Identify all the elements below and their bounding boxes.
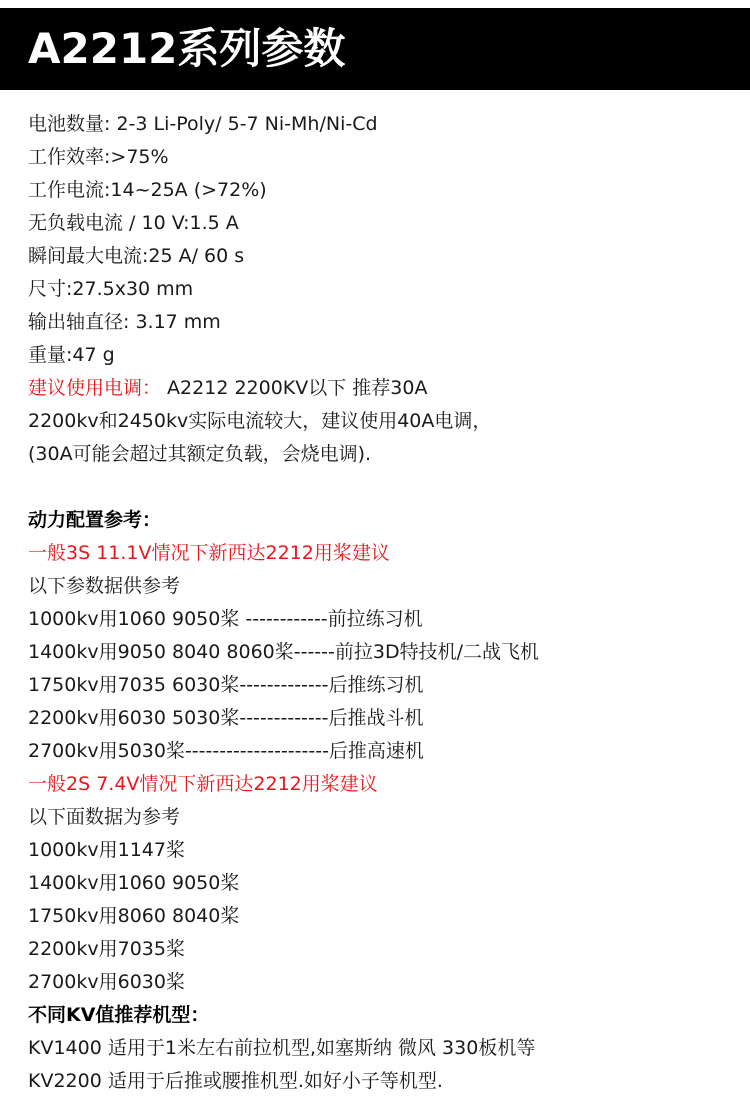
kv-model-item: KV2200 适用于后推或腰推机型.如好小子等机型.	[28, 1070, 443, 1092]
spec-battery: 电池数量: 2-3 Li-Poly/ 5-7 Ni-Mh/Ni-Cd	[28, 113, 378, 135]
spec-max-current: 瞬间最大电流:25 A/ 60 s	[28, 245, 245, 267]
s3-item: 1750kv用7035 6030桨-------------后推练习机	[28, 674, 424, 696]
esc-note-2: (30A可能会超过其额定负载，会烧电调).	[28, 443, 372, 465]
title-banner	[0, 8, 750, 90]
s2-item: 2700kv用6030桨	[28, 971, 185, 993]
spec-weight: 重量:47 g	[28, 344, 115, 366]
esc-value: A2212 2200KV以下 推荐30A	[161, 377, 428, 399]
spec-shaft: 输出轴直径: 3.17 mm	[28, 311, 221, 333]
spec-efficiency: 工作效率:>75%	[28, 146, 169, 168]
page-title: A2212系列参数	[28, 24, 346, 73]
esc-note-1: 2200kv和2450kv实际电流较大，建议使用40A电调，	[28, 410, 492, 432]
spec-size: 尺寸:27.5x30 mm	[28, 278, 194, 300]
s3-heading: 一般3S 11.1V情况下新西达2212用桨建议	[28, 542, 390, 564]
kv-models-heading: 不同KV值推荐机型：	[28, 1004, 210, 1026]
spec-content	[28, 108, 738, 1098]
s2-item: 1750kv用8060 8040桨	[28, 905, 240, 927]
spec-no-load-current: 无负载电流 / 10 V:1.5 A	[28, 212, 239, 234]
section-spacer	[28, 471, 738, 504]
spec-esc	[28, 372, 738, 405]
s3-item: 1400kv用9050 8040 8060桨------前拉3D特技机/二战飞机	[28, 641, 539, 663]
power-config-heading: 动力配置参考：	[28, 509, 162, 531]
s3-item: 2200kv用6030 5030桨-------------后推战斗机	[28, 707, 424, 729]
esc-label: 建议使用电调：	[28, 377, 162, 399]
kv-model-item: KV1400 适用于1米左右前拉机型,如塞斯纳 微风 330板机等	[28, 1037, 536, 1059]
s2-heading: 一般2S 7.4V情况下新西达2212用桨建议	[28, 773, 378, 795]
spec-current: 工作电流:14~25A (>72%)	[28, 179, 267, 201]
s3-item: 1000kv用1060 9050桨 ------------前拉练习机	[28, 608, 423, 630]
s2-item: 2200kv用7035桨	[28, 938, 185, 960]
s2-item: 1000kv用1147桨	[28, 839, 185, 861]
s2-item: 1400kv用1060 9050桨	[28, 872, 240, 894]
s3-intro: 以下参数据供参考	[28, 575, 181, 597]
s3-item: 2700kv用5030桨---------------------后推高速机	[28, 740, 424, 762]
s2-intro: 以下面数据为参考	[28, 806, 181, 828]
